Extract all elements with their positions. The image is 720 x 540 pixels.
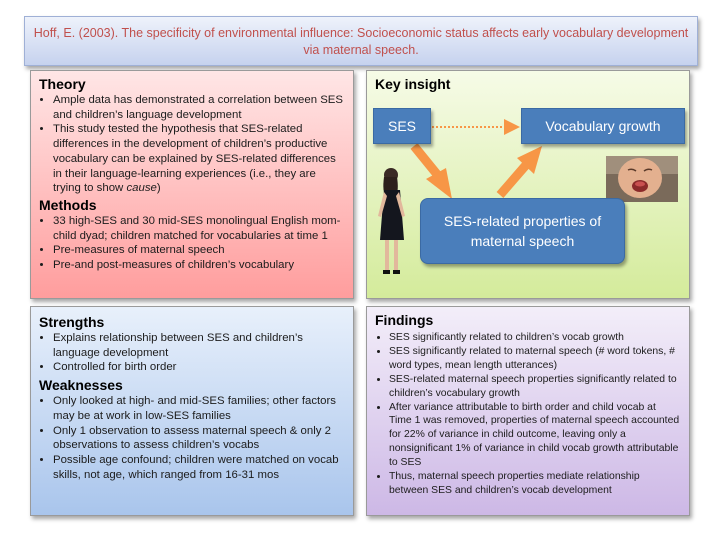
findings-panel bbox=[366, 306, 690, 516]
theory-heading: Theory bbox=[39, 76, 86, 92]
woman-figure-icon bbox=[378, 168, 405, 274]
list-item: • Thus, maternal speech properties mediate relationship between SES and children’s vocab development bbox=[389, 470, 681, 498]
vocabulary-growth-node: Vocabulary growth bbox=[521, 108, 685, 144]
arrow-ses-to-mediator bbox=[414, 146, 452, 199]
list-item: • Only 1 observation to assess maternal speech & only 2 observations to assess children’s vocabs bbox=[53, 424, 345, 453]
strengths-heading: Strengths bbox=[39, 314, 105, 330]
maternal-speech-node: SES-related properties of maternal speech bbox=[420, 198, 625, 264]
weaknesses-heading: Weaknesses bbox=[39, 377, 123, 394]
list-item-text: ) bbox=[156, 182, 161, 195]
ses-node: SES bbox=[373, 108, 431, 144]
list-item: • 33 high-SES and 30 mid-SES monolingual English mom-child dyad; children matched for vocabularies at time 1 bbox=[53, 214, 345, 243]
list-item: • Explains relationship between SES and children’s language development bbox=[53, 331, 345, 360]
list-item: • Pre-measures of maternal speech bbox=[53, 243, 345, 258]
list-item: • Pre-and post-measures of children’s vocabulary bbox=[53, 258, 345, 273]
methods-heading: Methods bbox=[39, 196, 97, 213]
key-insight-heading: Key insight bbox=[375, 76, 451, 92]
list-item: • Only looked at high- and mid-SES families; other factors may be at work in low-SES families bbox=[53, 394, 345, 423]
weaknesses-list bbox=[39, 394, 345, 482]
list-item: • Ample data has demonstrated a correlation between SES and children’s language development bbox=[53, 93, 345, 122]
emphasis-text: cause bbox=[126, 182, 157, 195]
list-item: • Possible age confound; children were matched on vocab skills, not age, which ranged from 16-31 mos bbox=[53, 453, 345, 482]
list-item: • SES significantly related to maternal speech (# word tokens, # word types, mean length utterances) bbox=[389, 345, 681, 373]
list-item: • After variance attributable to birth order and child vocab at Time 1 was removed, properties of maternal speech accounted for 22% of variance in child outcome, leaving only a nonsignificant 1% of variance in child vocab growth attributable to SES bbox=[389, 401, 681, 471]
list-item: • SES significantly related to children’s vocab growth bbox=[389, 331, 681, 345]
arrow-mediator-to-vocab bbox=[500, 146, 542, 195]
strengths-weaknesses-panel bbox=[30, 306, 354, 516]
findings-list bbox=[375, 331, 681, 498]
findings-heading: Findings bbox=[375, 312, 434, 328]
citation-title: Hoff, E. (2003). The specificity of environmental influence: Socioeconomic status affects early vocabulary development via maternal speech. bbox=[33, 26, 689, 57]
list-item: • Controlled for birth order bbox=[53, 360, 345, 375]
strengths-list bbox=[39, 331, 345, 375]
crying-baby-icon bbox=[606, 156, 678, 202]
list-item-text: This study tested the hypothesis that SES-related differences in the development of children’s productive vocabulary can be explained by SES-related differences in their language-learning experiences (i.e., they are trying to show bbox=[53, 123, 336, 195]
list-item: • SES-related maternal speech properties significantly related to children’s vocabulary growth bbox=[389, 373, 681, 401]
